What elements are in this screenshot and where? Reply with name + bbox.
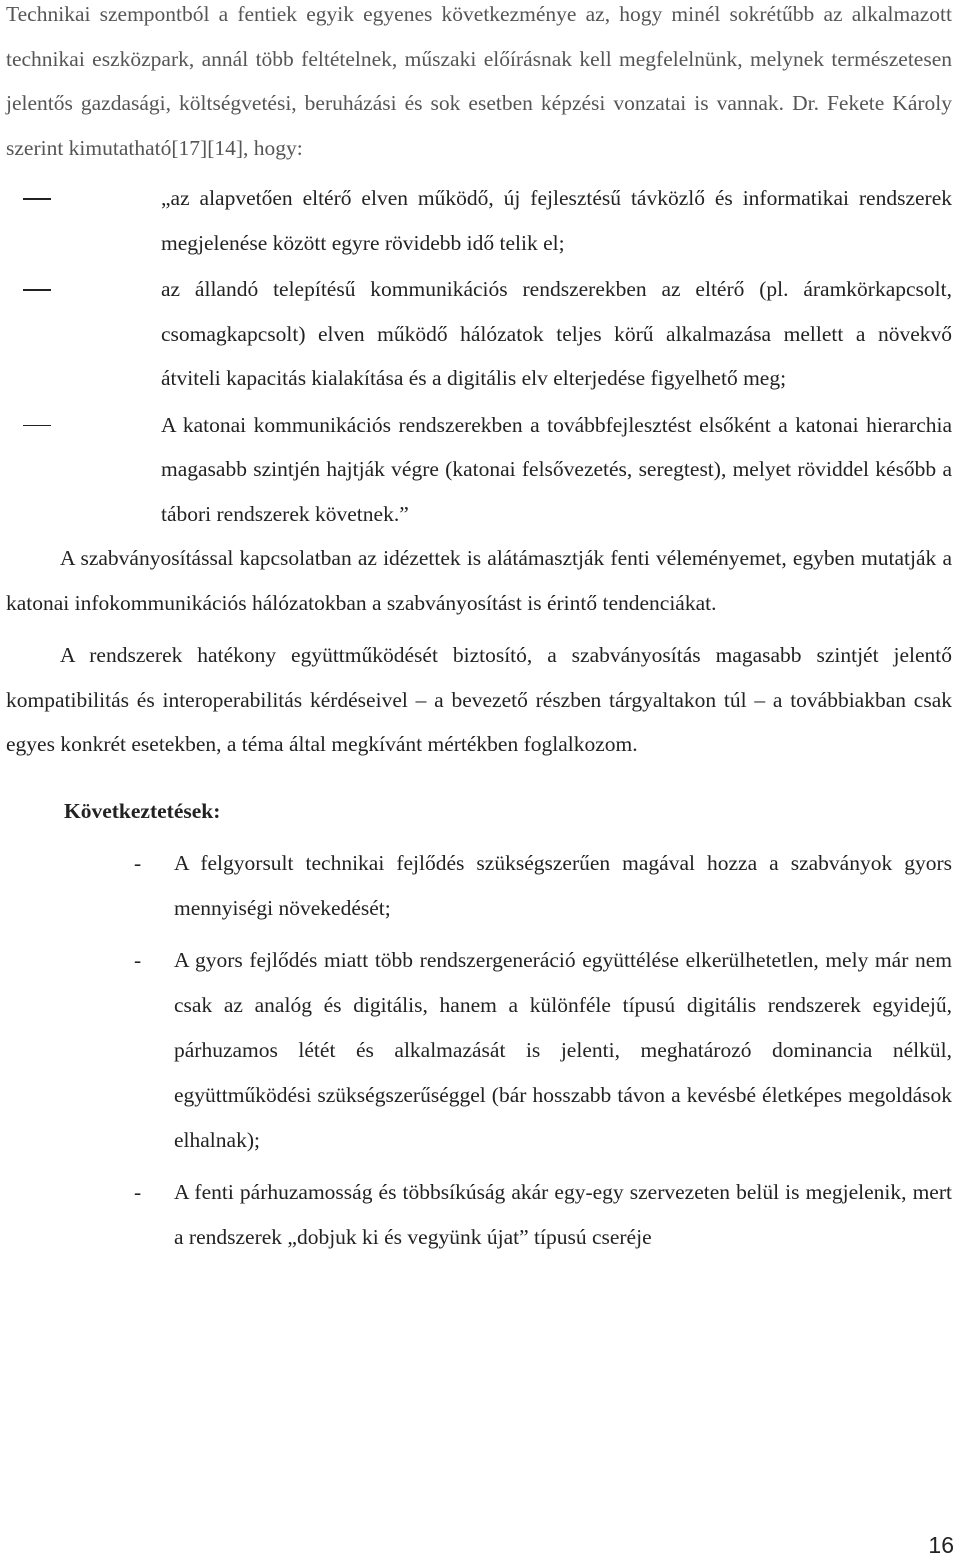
conclusion-item-text: A felgyorsult technikai fejlődés szükségszerűen magával hozza a szabványok gyors mennyiségi növekedését; (174, 850, 952, 920)
quote-item (161, 176, 952, 265)
conclusions-list (6, 841, 952, 1260)
quote-item (161, 403, 952, 537)
quote-item (161, 267, 952, 401)
hyphen-bullet: - (134, 1179, 142, 1204)
quote-item-text: „az alapvetően eltérő elven működő, új fejlesztésű távközlő és informatikai rendszerek megjelenése között egyre rövidebb idő telik el; (161, 186, 952, 255)
quote-item-text: A katonai kommunikációs rendszerekben a továbbfejlesztést elsőként a katonai hierarchia magasabb szintjén hajtják végre (katonai felsővezetés, seregtest), melyet röviddel később a tábori rendszerek követnek.” (161, 412, 952, 526)
conclusions-heading: Következtetések: (64, 798, 221, 823)
conclusion-item (134, 841, 952, 931)
quote-item-text: az állandó telepítésű kommunikációs rendszerekben az eltérő (pl. áramkörkapcsolt, csomagkapcsolt) elven működő hálózatok teljes körű alkalmazása mellett a növekvő átviteli kapacitás kialakítása és a digitális elv elterjedése figyelhető meg; (161, 277, 952, 390)
quote-list (6, 176, 952, 536)
conclusion-item (134, 1170, 952, 1260)
conclusion-item (134, 938, 952, 1163)
conclusion-item-text: A gyors fejlődés miatt több rendszergeneráció együttélése elkerülhetetlen, mely már nem csak az analóg és digitális, hanem a különféle típusú digitális rendszerek egyidejű, párhuzamos létét és alkalmazását is jelenti, meghatározó dominancia nélkül, együttműködési szükségszerűséggel (bár hosszabb távon a kevésbé életképes megoldások elhalnak); (174, 947, 952, 1152)
intro-paragraph: Technikai szempontból a fentiek egyik egyenes következménye az, hogy minél sokrétűbb az alkalmazott technikai eszközpark, annál több feltételnek, műszaki előírásnak kell megfelelnünk, melynek természetesen jelentős gazdasági, költségvetési, beruházási és sok esetben képzési vonzatai is vannak. Dr. Fekete Károly szerint kimutatható[17][14], hogy: (6, 2, 952, 160)
conclusion-item-text: A fenti párhuzamosság és többsíkúság akár egy-egy szervezeten belül is megjelenik, mert a rendszerek „dobjuk ki és vegyünk újat” típusú cseréje (174, 1179, 952, 1249)
hyphen-bullet: - (134, 850, 142, 875)
standardization-paragraph: A szabványosítással kapcsolatban az idézettek is alátámasztják fenti véleményemet, egyben mutatják a katonai infokommunikációs hálózatokban a szabványosítást is érintő tendenciákat. (6, 546, 952, 615)
compatibility-paragraph: A rendszerek hatékony együttműködését biztosító, a szabványosítás magasabb szintjét jelentő kompatibilitás és interoperabilitás kérdéseivel – a bevezető részben tárgyaltakon túl – a továbbiakban csak egyes konkrét esetekben, a téma által megkívánt mértékben foglalkozom. (6, 643, 952, 756)
page-number: 16 (928, 1532, 954, 1558)
hyphen-bullet: - (134, 947, 142, 972)
